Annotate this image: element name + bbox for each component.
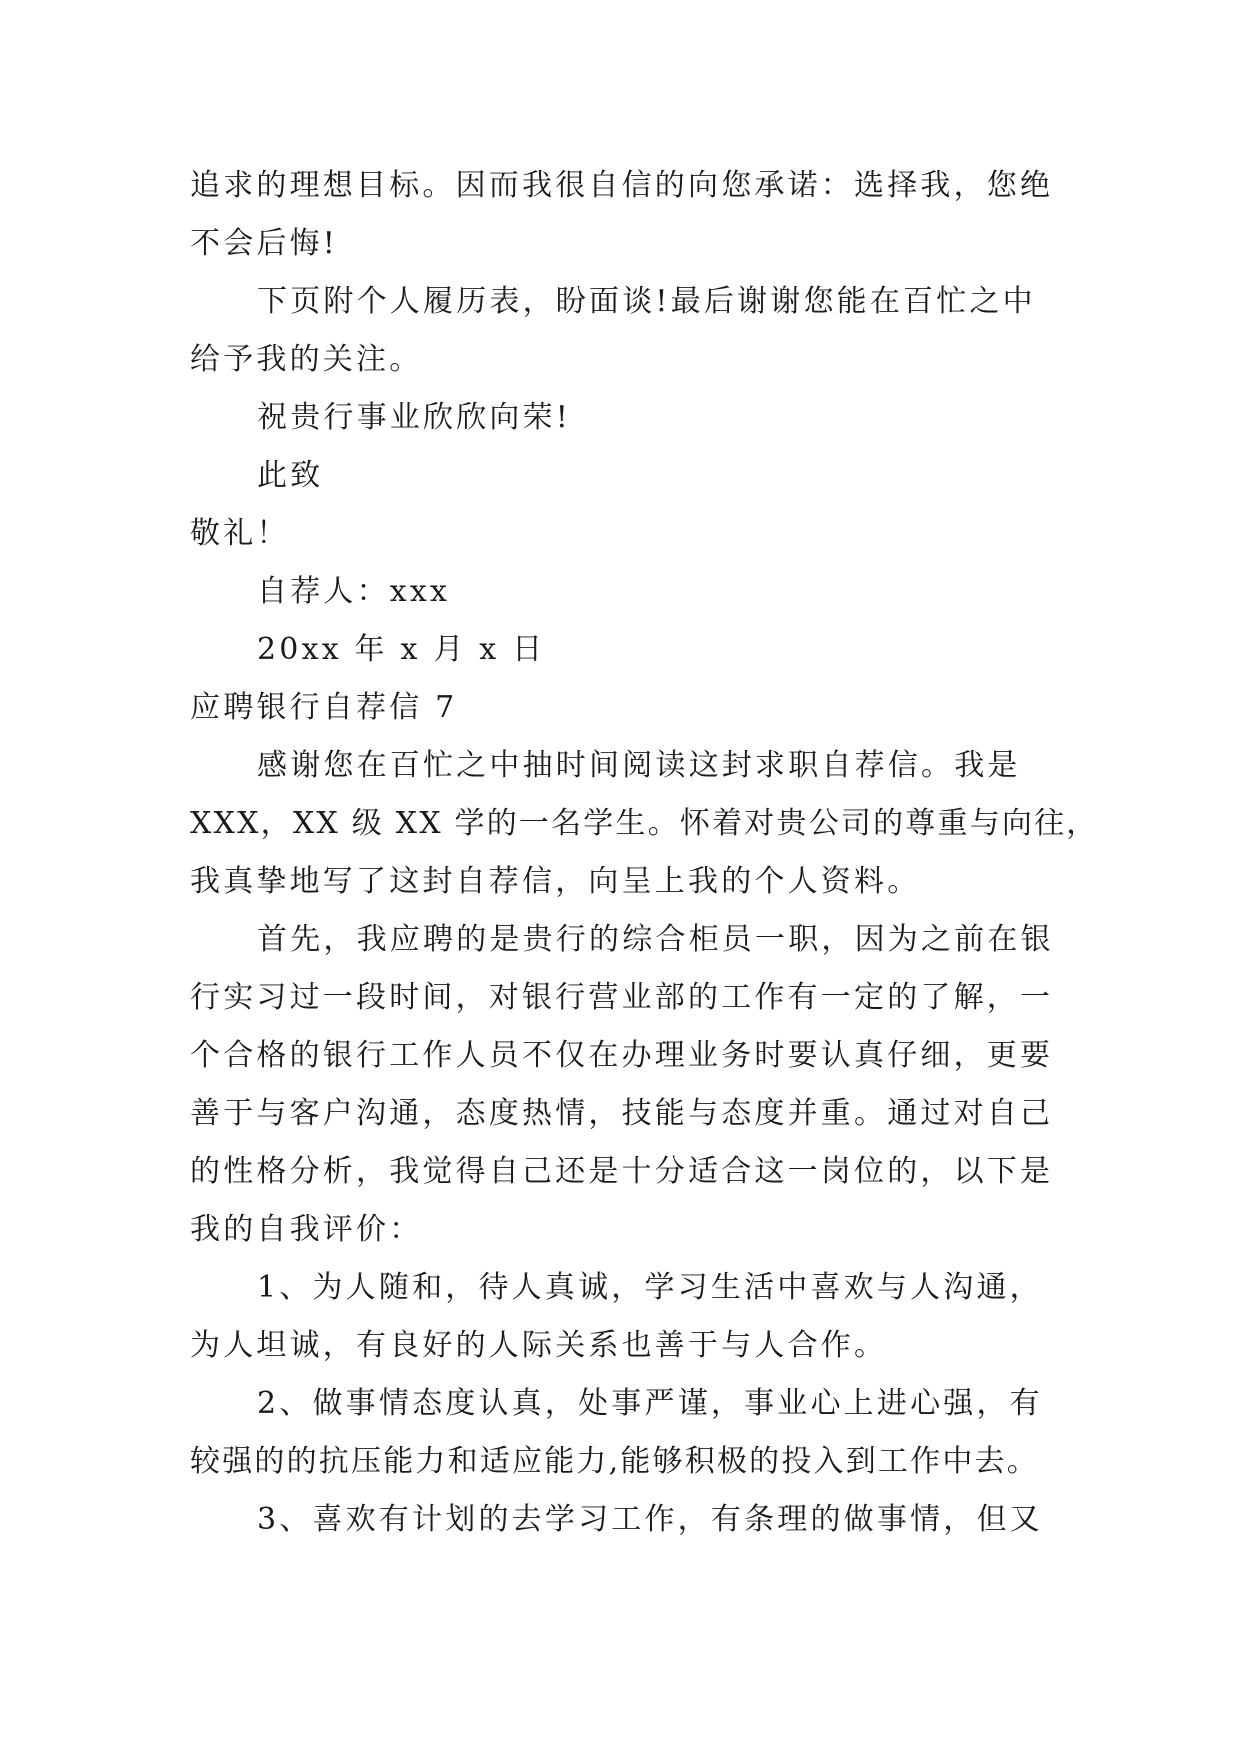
text-line: 下页附个人履历表，盼面谈!最后谢谢您能在百忙之中	[257, 284, 1036, 319]
text-line: 敬礼！	[190, 516, 290, 551]
text-line: 祝贵行事业欣欣向荣!	[257, 400, 572, 435]
text-line: 3、喜欢有计划的去学习工作，有条理的做事情，但又	[257, 1502, 1043, 1537]
text-line: 此致	[257, 458, 324, 493]
text-line: 首先，我应聘的是贵行的综合柜员一职，因为之前在银	[257, 922, 1054, 957]
text-line: 善于与客户沟通，态度热情，技能与态度并重。通过对自己	[190, 1096, 1054, 1131]
text-line: 追求的理想目标。因而我很自信的向您承诺：选择我，您绝	[190, 168, 1054, 203]
section-heading: 应聘银行自荐信 7	[190, 690, 458, 725]
text-line: 行实习过一段时间，对银行营业部的工作有一定的了解，一	[190, 980, 1054, 1015]
text-line: 较强的的抗压能力和适应能力,能够积极的投入到工作中去。	[190, 1444, 1039, 1479]
text-line: XXX，XX 级 XX 学的一名学生。怀着对贵公司的尊重与向往，	[190, 806, 1099, 841]
text-line: 20xx 年 x 月 x 日	[257, 632, 546, 667]
text-line: 我真挚地写了这封自荐信，向呈上我的个人资料。	[190, 864, 921, 899]
text-line: 自荐人：xxx	[257, 574, 451, 609]
text-line: 给予我的关注。	[190, 342, 423, 377]
text-line: 我的自我评价：	[190, 1212, 423, 1247]
text-line: 的性格分析，我觉得自己还是十分适合这一岗位的，以下是	[190, 1154, 1054, 1189]
text-line: 2、做事情态度认真，处事严谨，事业心上进心强，有	[257, 1386, 1043, 1421]
text-line: 不会后悔!	[190, 226, 339, 261]
text-line: 感谢您在百忙之中抽时间阅读这封求职自荐信。我是	[257, 748, 1021, 783]
text-line: 1、为人随和，待人真诚，学习生活中喜欢与人沟通，	[257, 1270, 1043, 1305]
text-line: 为人坦诚，有良好的人际关系也善于与人合作。	[190, 1328, 888, 1363]
text-line: 个合格的银行工作人员不仅在办理业务时要认真仔细，更要	[190, 1038, 1054, 1073]
